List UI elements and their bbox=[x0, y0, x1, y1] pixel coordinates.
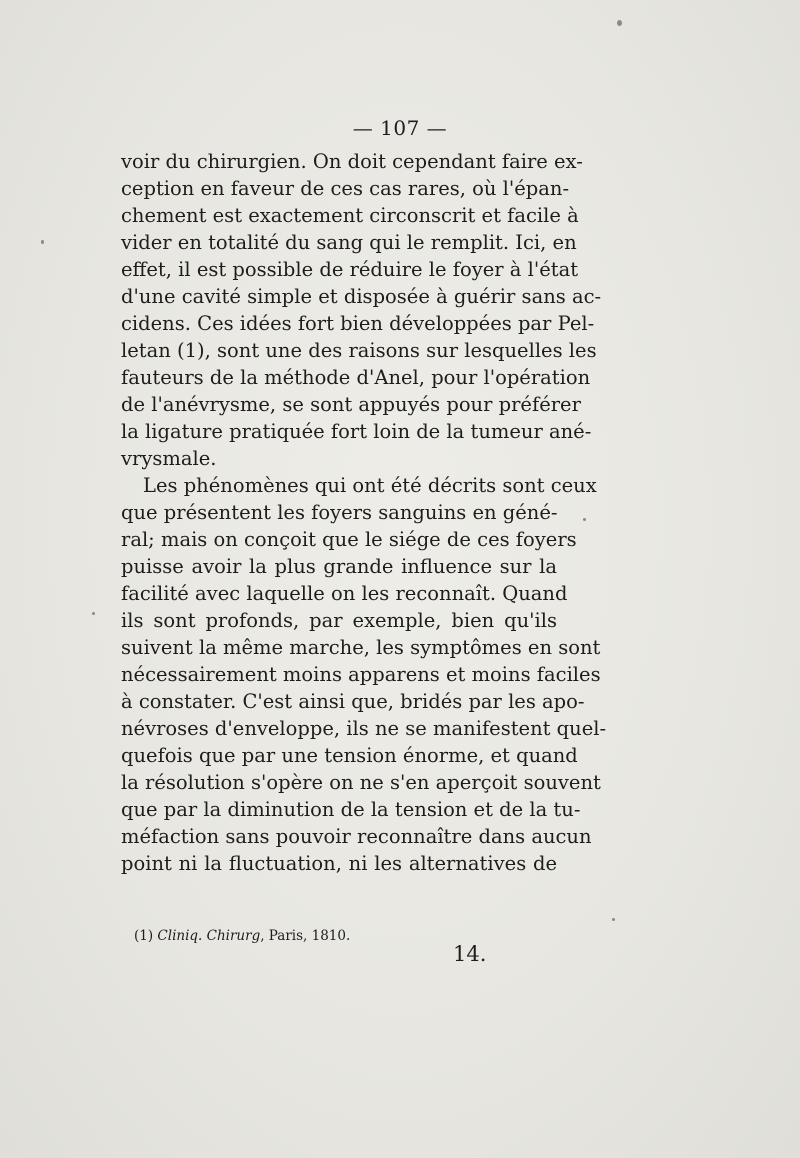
paper-speck bbox=[92, 612, 95, 615]
text-line: suivent la même marche, les symptômes en sont bbox=[121, 636, 601, 659]
text-line: d'une cavité simple et disposée à guérir sans ac- bbox=[121, 285, 602, 308]
text-line: vider en totalité du sang qui le remplit. Ici, en bbox=[121, 231, 577, 254]
text-line: facilité avec laquelle on les reconnaît. Quand bbox=[121, 582, 568, 605]
text-line: la ligature pratiquée fort loin de la tumeur ané- bbox=[121, 420, 592, 443]
text-line: fauteurs de la méthode d'Anel, pour l'opération bbox=[121, 366, 591, 389]
text-line: effet, il est possible de réduire le foyer à l'état bbox=[121, 258, 579, 281]
text-line: cidens. Ces idées fort bien développées par Pel- bbox=[121, 312, 595, 335]
text-line: que présentent les foyers sanguins en géné- bbox=[121, 501, 558, 524]
text-line: puisse avoir la plus grande influence sur la bbox=[121, 555, 557, 578]
text-line: névroses d'enveloppe, ils ne se manifestent quel- bbox=[121, 717, 607, 740]
signature-mark: 14. bbox=[453, 942, 487, 966]
text-line: letan (1), sont une des raisons sur lesquelles les bbox=[121, 339, 597, 362]
text-line: nécessairement moins apparens et moins faciles bbox=[121, 663, 601, 686]
text-line: que par la diminution de la tension et de la tu- bbox=[121, 798, 581, 821]
text-line: ils sont profonds, par exemple, bien qu'ils bbox=[121, 609, 557, 632]
page-number: — 107 — bbox=[352, 116, 448, 140]
text-line: chement est exactement circonscrit et facile à bbox=[121, 204, 579, 227]
text-line: vrysmale. bbox=[121, 447, 217, 470]
text-line: Les phénomènes qui ont été décrits sont ceux bbox=[143, 474, 597, 497]
text-line: méfaction sans pouvoir reconnaître dans aucun bbox=[121, 825, 592, 848]
footnote-rest: , Paris, 1810. bbox=[260, 928, 351, 944]
footnote bbox=[134, 928, 350, 944]
paper-speck bbox=[41, 240, 44, 244]
text-line: voir du chirurgien. On doit cependant faire ex- bbox=[121, 150, 583, 173]
text-line: ception en faveur de ces cas rares, où l'épan- bbox=[121, 177, 570, 200]
body-text bbox=[121, 148, 607, 877]
text-line: de l'anévrysme, se sont appuyés pour préférer bbox=[121, 393, 581, 416]
paper-speck bbox=[612, 918, 615, 921]
text-line: la résolution s'opère on ne s'en aperçoit souvent bbox=[121, 771, 601, 794]
text-line: ral; mais on conçoit que le siége de ces foyers bbox=[121, 528, 577, 551]
text-line: point ni la fluctuation, ni les alternatives de bbox=[121, 852, 557, 875]
text-line: à constater. C'est ainsi que, bridés par les apo- bbox=[121, 690, 585, 713]
text-line: quefois que par une tension énorme, et quand bbox=[121, 744, 578, 767]
paper-speck bbox=[617, 20, 622, 26]
footnote-marker: (1) bbox=[134, 928, 154, 944]
paper-speck bbox=[583, 518, 586, 521]
footnote-source: Cliniq. Chirurg bbox=[157, 928, 261, 944]
